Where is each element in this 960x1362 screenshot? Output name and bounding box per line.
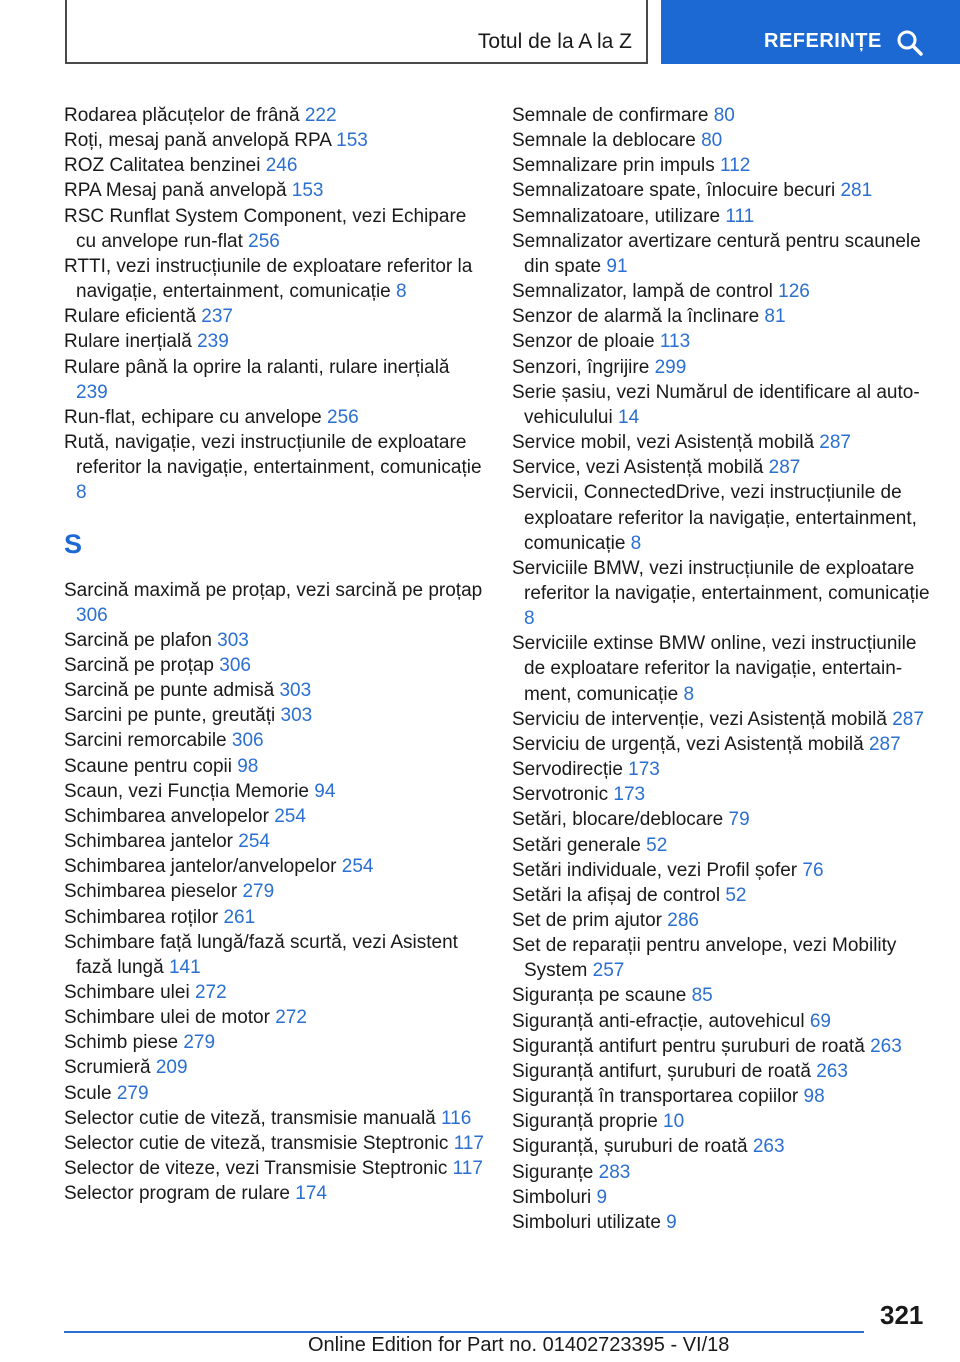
index-entry <box>64 678 484 703</box>
index-entry-text: Scule <box>64 1082 117 1104</box>
index-entry <box>512 455 932 480</box>
index-entry-text: Schimbarea pieselor <box>64 881 243 903</box>
index-entry-text: Schimbarea roților <box>64 906 224 928</box>
index-entry <box>512 229 932 279</box>
page-reference-link[interactable]: 153 <box>336 130 368 152</box>
page-reference-link[interactable]: 306 <box>219 654 251 676</box>
footer-text: Online Edition for Part no. 01402723395 - VI/18 <box>308 1334 730 1356</box>
index-entry-text: Serie șasiu, vezi Numărul de identificare al autovehiculului <box>512 381 920 428</box>
index-entry <box>512 883 932 908</box>
page-reference-link[interactable]: 287 <box>819 432 851 454</box>
page-reference-link[interactable]: 239 <box>76 381 108 403</box>
index-entry-text: Set de reparații pentru anvelope, vezi Mobility System <box>512 935 897 982</box>
index-entry-text: Senzor de alarmă la înclinare <box>512 306 765 328</box>
index-entry-text: Sarcini pe punte, greutăți <box>64 705 281 727</box>
page-reference-link[interactable]: 283 <box>598 1161 631 1183</box>
index-entry-text: RPA Mesaj pană anvelopă <box>64 180 292 202</box>
page-reference-link[interactable]: 76 <box>802 859 824 881</box>
index-entry-text: Rulare până la oprire la ralanti, rulare inerțială <box>64 356 450 378</box>
chapter-tab-label: Totul de la A la Z <box>477 30 632 53</box>
page-reference-link[interactable]: 239 <box>197 331 229 353</box>
index-entry <box>64 355 484 405</box>
footer-divider <box>64 1331 864 1333</box>
index-entry <box>512 380 932 430</box>
page-reference-link[interactable]: 209 <box>155 1057 188 1079</box>
index-entry-text: Rulare inerțială <box>64 331 198 353</box>
index-entry <box>64 1106 484 1131</box>
index-entry-text: Serviciu de urgență, vezi Asistență mobilă <box>512 733 869 755</box>
page-reference-link[interactable]: 91 <box>606 255 628 277</box>
page-reference-link[interactable]: 299 <box>654 356 687 378</box>
index-entry <box>64 1055 484 1080</box>
index-entry-text: Selector program de rulare <box>64 1183 296 1205</box>
index-entry <box>512 833 932 858</box>
index-entry-text: Sarcini remorcabile <box>64 730 232 752</box>
page-reference-link[interactable]: 287 <box>868 733 901 755</box>
index-entry <box>64 930 484 980</box>
page-reference-link[interactable]: 257 <box>592 960 625 982</box>
index-entry-text: Run-flat, echipare cu anvelope <box>64 406 327 428</box>
index-entry-text: Semnale la deblocare <box>512 130 702 152</box>
index-entry-text: Serviciu de intervenție, vezi Asistență mobilă <box>512 708 893 730</box>
index-entry <box>512 128 932 153</box>
index-entry <box>64 1030 484 1055</box>
page-reference-link[interactable]: 81 <box>764 306 786 328</box>
index-group-r <box>64 103 484 506</box>
index-entry-text: Semnalizator, lampă de control <box>512 281 779 303</box>
index-entry <box>512 1210 932 1235</box>
index-entry <box>64 178 484 203</box>
index-entry <box>64 703 484 728</box>
index-entry <box>512 153 932 178</box>
page-reference-link[interactable]: 126 <box>778 281 810 303</box>
page-reference-link[interactable]: 246 <box>265 155 298 177</box>
index-entry-text: Semnale de confirmare <box>512 105 714 126</box>
index-entry <box>64 1081 484 1106</box>
index-entry-text: Sarcină maximă pe proțap, vezi sarcină pe proțap <box>64 579 483 601</box>
index-entry-text: Schimbare față lungă/fază scurtă, vezi Asistent fază lungă <box>64 931 458 978</box>
index-entry-text: Scaune pentru copii <box>64 755 238 777</box>
index-entry-text: Serviciile extinse BMW online, vezi instrucțiunile de exploatare referitor la navigație, entertainment, comunicație <box>512 633 917 705</box>
page-reference-link[interactable]: 263 <box>752 1136 785 1158</box>
page-reference-link[interactable]: 111 <box>725 205 755 227</box>
page-reference-link[interactable]: 85 <box>691 985 713 1007</box>
page-reference-link[interactable]: 306 <box>76 604 108 626</box>
page-reference-link[interactable]: 79 <box>728 809 750 831</box>
index-entry-text: Roți, mesaj pană anvelopă RPA <box>64 130 337 152</box>
index-entry-text: Semnalizator avertizare centură pentru scaunele din spate <box>512 230 921 277</box>
index-entry-text: Setări, blocare/deblocare <box>512 809 729 831</box>
index-entry-text: Rodarea plăcuțelor de frână <box>64 105 305 126</box>
page-reference-link[interactable]: 254 <box>238 831 270 853</box>
index-entry <box>64 405 484 430</box>
index-entry <box>512 1084 932 1109</box>
index-entry <box>64 779 484 804</box>
index-entry <box>512 279 932 304</box>
page-reference-link[interactable]: 222 <box>304 105 337 126</box>
index-entry <box>64 1131 484 1156</box>
index-entry <box>512 304 932 329</box>
index-entry <box>64 204 484 254</box>
page-reference-link[interactable]: 80 <box>701 130 723 152</box>
index-entry <box>512 1034 932 1059</box>
page-reference-link[interactable]: 263 <box>870 1035 902 1057</box>
page-reference-link[interactable]: 279 <box>183 1032 216 1054</box>
index-entry-text: Siguranță antifurt pentru șuruburi de roată <box>512 1035 871 1057</box>
page-reference-link[interactable]: 117 <box>452 1158 483 1180</box>
index-entry-text: Siguranțe <box>512 1161 599 1183</box>
index-entry <box>64 1156 484 1181</box>
page-reference-link[interactable]: 52 <box>646 834 668 856</box>
index-entry <box>64 804 484 829</box>
index-entry-text: Scaun, vezi Funcția Memorie <box>64 780 315 802</box>
index-entry <box>512 1160 932 1185</box>
page-reference-link[interactable]: 14 <box>618 406 640 428</box>
index-entry-text: Set de prim ajutor <box>512 910 668 931</box>
page-reference-link[interactable]: 8 <box>683 683 695 705</box>
page-reference-link[interactable]: 272 <box>275 1007 307 1029</box>
index-entry-text: Setări la afișaj de control <box>512 884 726 906</box>
index-entry-text: Schimbarea anvelopelor <box>64 805 275 827</box>
index-entry-text: Sarcină pe punte admisă <box>64 680 280 702</box>
index-entry <box>64 980 484 1005</box>
index-entry <box>64 829 484 854</box>
index-column-right <box>512 103 932 1235</box>
index-entry <box>64 879 484 904</box>
page-reference-link[interactable]: 98 <box>803 1086 825 1108</box>
index-entry-text: Serviciile BMW, vezi instrucțiunile de exploatare referitor la navigație, entertainment, comunicație <box>512 557 930 604</box>
index-entry <box>512 707 932 732</box>
page-reference-link[interactable]: 80 <box>713 105 735 126</box>
page-reference-link[interactable]: 112 <box>720 155 751 177</box>
index-entry <box>512 1009 932 1034</box>
index-entry-text: Selector cutie de viteză, transmisie manuală <box>64 1107 442 1129</box>
page-reference-link[interactable]: 287 <box>892 708 924 730</box>
index-entry-text: Service, vezi Asistență mobilă <box>512 457 769 479</box>
index-group-s <box>64 578 484 1207</box>
index-entry-text: Siguranță proprie <box>512 1111 664 1133</box>
page-reference-link[interactable]: 8 <box>76 482 87 504</box>
index-entry <box>64 254 484 304</box>
page-reference-link[interactable]: 94 <box>314 780 336 802</box>
references-tab-label: REFERINȚE <box>764 30 882 52</box>
page-reference-link[interactable]: 173 <box>613 784 646 806</box>
page-reference-link[interactable]: 279 <box>242 881 275 903</box>
page-reference-link[interactable]: 69 <box>809 1010 831 1032</box>
page-reference-link[interactable]: 261 <box>223 906 256 928</box>
index-entry <box>512 430 932 455</box>
index-entry-text: Schimbarea jantelor <box>64 831 239 853</box>
index-entry <box>512 178 932 203</box>
page-reference-link[interactable]: 173 <box>628 759 660 781</box>
index-entry-text: Sarcină pe plafon <box>64 629 218 651</box>
page-number: 321 <box>880 1300 924 1330</box>
page-reference-link[interactable]: 10 <box>663 1111 685 1133</box>
index-entry-text: RTTI, vezi instrucțiunile de exploatare referitor la navigație, entertainment, comunicație <box>64 255 473 303</box>
page-reference-link[interactable]: 141 <box>168 956 201 978</box>
index-entry <box>64 653 484 678</box>
index-entry <box>512 983 932 1008</box>
index-entry-text: Rută, navigație, vezi instrucțiunile de exploatare referitor la navigație, entertainment, comunicație <box>64 432 482 479</box>
page-reference-link[interactable]: 8 <box>396 281 407 303</box>
index-entry-text: Rulare eficientă <box>64 306 202 328</box>
page-reference-link[interactable]: 254 <box>274 805 306 827</box>
index-entry <box>512 757 932 782</box>
page-reference-link[interactable]: 153 <box>291 180 324 202</box>
index-entry <box>512 858 932 883</box>
index-entry-text: Servicii, ConnectedDrive, vezi instrucțiunile de exploatare referitor la navigație, entertainment, comunicație <box>512 482 917 554</box>
page-reference-link[interactable]: 263 <box>816 1060 848 1082</box>
index-entry <box>512 1059 932 1084</box>
index-entry <box>512 732 932 757</box>
index-entry <box>64 1181 484 1206</box>
chapter-tab[interactable] <box>65 0 648 64</box>
index-entry <box>512 1134 932 1159</box>
index-entry <box>512 329 932 354</box>
index-entry <box>512 782 932 807</box>
index-entry-text: Schimbare ulei <box>64 982 195 1003</box>
page-reference-link[interactable]: 8 <box>524 608 535 630</box>
index-entry-text: Simboluri <box>512 1186 597 1208</box>
page-reference-link[interactable]: 281 <box>840 180 873 202</box>
page-reference-link[interactable]: 303 <box>279 680 312 702</box>
page-reference-link[interactable]: 9 <box>666 1211 677 1233</box>
index-entry-text: Servodirecție <box>512 759 629 781</box>
index-entry-text: Siguranță antifurt, șuruburi de roată <box>512 1060 817 1082</box>
index-entry-text: Schimbare ulei de motor <box>64 1007 276 1029</box>
index-entry-text: Semnalizatoare spate, înlocuire becuri <box>512 180 841 202</box>
index-entry <box>64 728 484 753</box>
index-entry-text: Schimb piese <box>64 1032 184 1054</box>
page-reference-link[interactable]: 52 <box>725 884 747 906</box>
index-entry-text: Siguranța pe scaune <box>512 985 692 1007</box>
section-letter: S <box>64 528 83 559</box>
page-reference-link[interactable]: 117 <box>453 1132 484 1154</box>
page-reference-link[interactable]: 286 <box>667 910 699 931</box>
index-entry-text: Semnalizare prin impuls <box>512 155 721 177</box>
page-reference-link[interactable]: 272 <box>194 982 227 1003</box>
index-entry <box>64 754 484 779</box>
index-entry-text: Servotronic <box>512 784 614 806</box>
index-entry <box>64 103 484 128</box>
index-entry-text: Siguranță în transportarea copiilor <box>512 1086 804 1108</box>
page-reference-link[interactable]: 303 <box>217 629 249 651</box>
index-entry <box>64 329 484 354</box>
page-reference-link[interactable]: 8 <box>630 532 642 554</box>
page-reference-link[interactable]: 303 <box>280 705 313 727</box>
index-entry <box>512 908 932 933</box>
page-reference-link[interactable]: 254 <box>341 856 374 878</box>
page-reference-link[interactable]: 98 <box>237 755 259 777</box>
page-reference-link[interactable]: 113 <box>659 331 691 353</box>
index-entry <box>512 355 932 380</box>
index-entry-text: Siguranță anti-efracție, autovehicul <box>512 1010 810 1032</box>
index-entry <box>512 556 932 631</box>
index-group-s-continued <box>512 103 932 1235</box>
index-entry-text: Semnalizatoare, utilizare <box>512 205 726 227</box>
index-entry-text: Siguranță, șuruburi de roată <box>512 1136 753 1158</box>
index-entry <box>512 103 932 128</box>
index-entry-text: Schimbarea jantelor/anvelopelor <box>64 856 342 878</box>
index-entry <box>512 807 932 832</box>
index-entry <box>64 905 484 930</box>
index-entry <box>64 304 484 329</box>
index-entry <box>64 854 484 879</box>
index-entry-text: Setări individuale, vezi Profil șofer <box>512 859 803 881</box>
index-entry <box>512 204 932 229</box>
index-entry <box>512 1109 932 1134</box>
page-reference-link[interactable]: 306 <box>231 730 264 752</box>
page-reference-link[interactable]: 256 <box>248 230 280 252</box>
page-reference-link[interactable]: 116 <box>441 1107 472 1129</box>
references-tab[interactable] <box>661 0 960 64</box>
index-entry-text: Simboluri utilizate <box>512 1211 667 1233</box>
index-entry <box>512 933 932 983</box>
index-entry-text: ROZ Calitatea benzinei <box>64 155 266 177</box>
index-entry <box>64 578 484 628</box>
page-reference-link[interactable]: 256 <box>327 406 359 428</box>
index-entry-text: RSC Runflat System Component, vezi Echipare cu anvelope run-flat <box>64 205 467 252</box>
index-entry-text: Scrumieră <box>64 1057 156 1079</box>
index-entry-text: Senzori, îngrijire <box>512 356 655 378</box>
index-entry <box>512 631 932 706</box>
page-reference-link[interactable]: 9 <box>596 1186 608 1208</box>
index-entry-text: Senzor de ploaie <box>512 331 660 353</box>
page-reference-link[interactable]: 174 <box>295 1183 327 1205</box>
page-reference-link[interactable]: 279 <box>116 1082 149 1104</box>
search-icon[interactable] <box>895 28 925 58</box>
page-reference-link[interactable]: 237 <box>201 306 233 328</box>
index-entry-text: Selector cutie de viteză, transmisie Steptronic <box>64 1132 454 1154</box>
index-entry <box>64 153 484 178</box>
index-entry-text: Selector de viteze, vezi Transmisie Steptronic <box>64 1158 453 1180</box>
index-entry-text: Setări generale <box>512 834 647 856</box>
index-entry-text: Service mobil, vezi Asistență mobilă <box>512 432 820 454</box>
page-reference-link[interactable]: 287 <box>768 457 801 479</box>
index-entry <box>64 628 484 653</box>
index-entry <box>512 480 932 555</box>
index-entry-text: Sarcină pe proțap <box>64 654 220 676</box>
index-entry <box>512 1185 932 1210</box>
index-column-left <box>64 103 484 1206</box>
index-entry <box>64 1005 484 1030</box>
index-entry <box>64 128 484 153</box>
index-entry <box>64 430 484 505</box>
